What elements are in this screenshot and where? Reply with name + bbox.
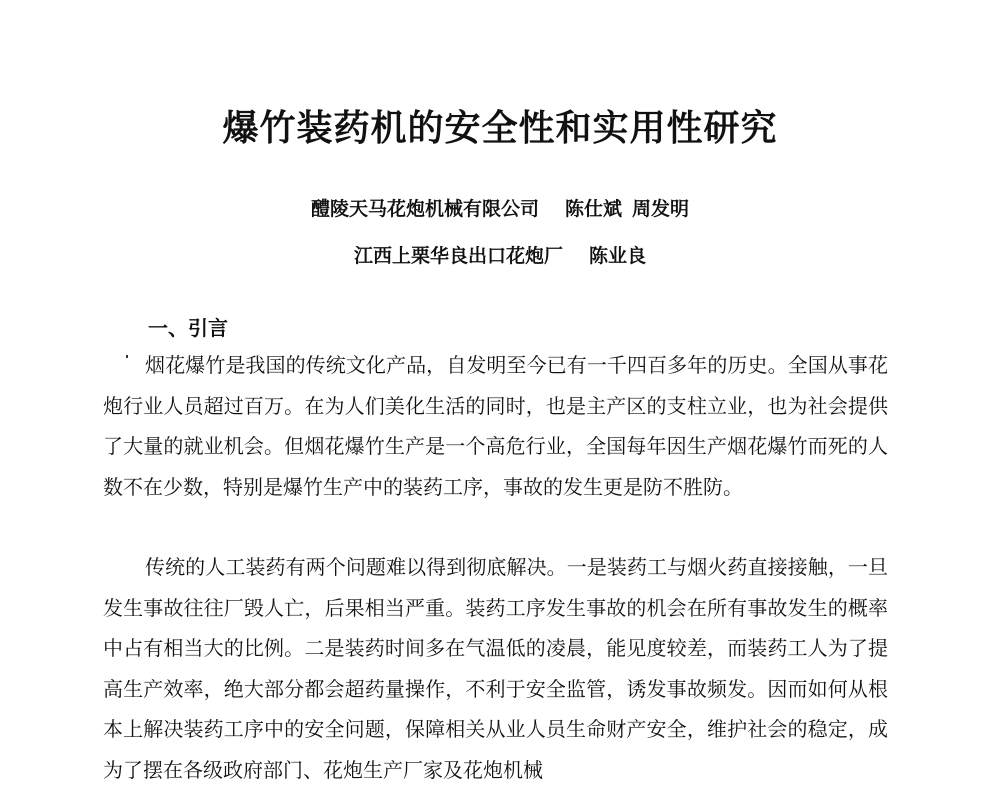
author-name-2: 周发明 <box>632 198 690 220</box>
author-name-1: 陈仕斌 <box>564 198 622 220</box>
paper-title: 爆竹装药机的安全性和实用性研究 <box>222 107 778 149</box>
section-heading: 一、引言 <box>148 316 228 340</box>
author-affiliation-1: 醴陵天马花炮机械有限公司 <box>310 198 539 220</box>
body-paragraph-2: 传统的人工装药有两个问题难以得到彻底解决。一是装药工与烟火药直接接触，一旦发生事故往往厂毁人亡，后果相当严重。装药工序发生事故的机会在所有事故发生的概率中占有相当大的比例。二是装药时间多在气温低的凌晨，能见度较差，而装药工人为了提高生产效率，绝大部分都会超药量操作，不利于安全监管，诱发事故频发。因而如何从根本上解决装药工序中的安全问题，保障相关从业人员生命财产安全，维护社会的稳定，成为了摆在各级政府部门、花炮生产厂家及花炮机械 <box>103 555 888 782</box>
body-paragraph-1: 烟花爆竹是我国的传统文化产品，自发明至今已有一千四百多年的历史。全国从事花炮行业人员超过百万。在为人们美化生活的同时，也是主产区的支柱立业，也为社会提供了大量的就业机会。但烟花爆竹生产是一个高危行业，全国每年因生产烟花爆竹而死的人数不在少数，特别是爆竹生产中的装药工序，事故的发生更是防不胜防。 <box>103 353 888 499</box>
author-line-1 <box>0 194 1000 224</box>
author-line-2 <box>0 241 1000 271</box>
author-name-3: 陈业良 <box>589 245 647 267</box>
author-affiliation-2: 江西上栗华良出口花炮厂 <box>353 245 563 267</box>
